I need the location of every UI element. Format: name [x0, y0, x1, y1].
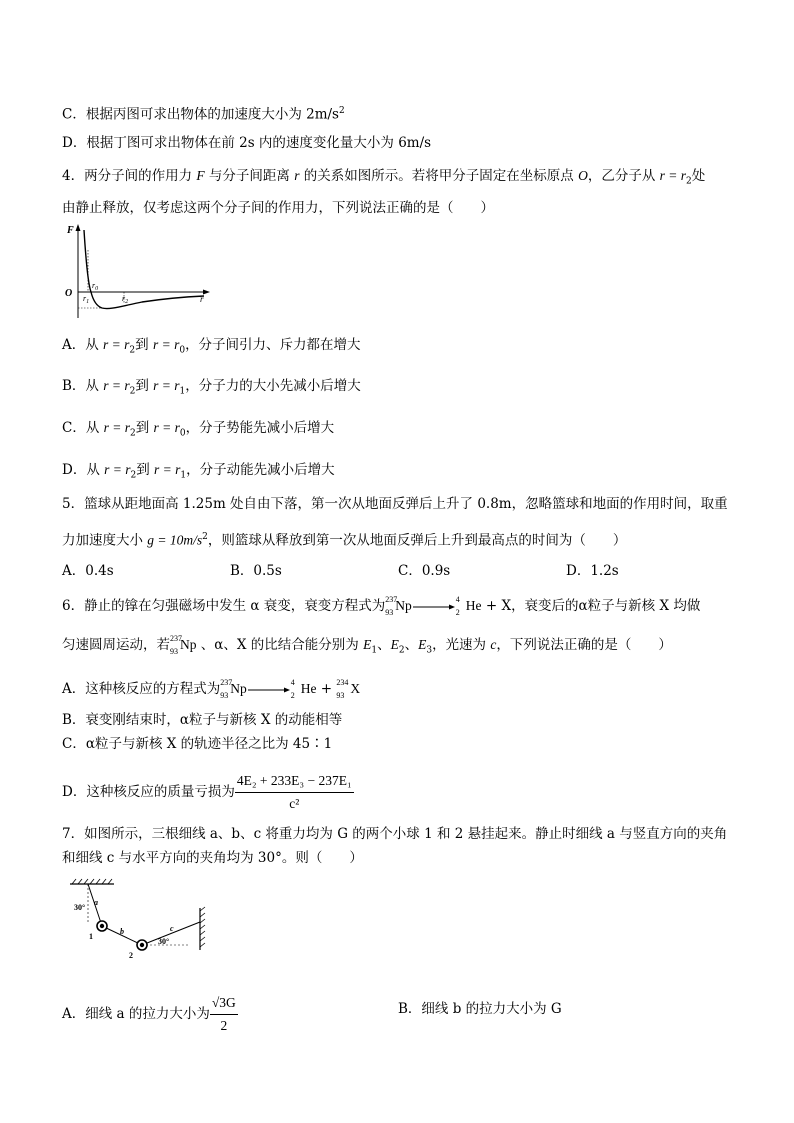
option-text: A．细线 a 的拉力大小为 [62, 1006, 210, 1022]
q6-stem-line1 [62, 597, 700, 615]
q6-option-c: C．α粒子与新核 X 的轨迹半径之比为 45∶1 [62, 736, 333, 752]
q6-stem-text: 、α、X 的比结合能分别为 [196, 637, 364, 653]
c-symbol: c [490, 637, 497, 652]
ceiling-hatch [72, 879, 112, 884]
q5-g-value: g = 10m/s [147, 532, 203, 548]
q4-stem-text: ，乙分子从 [587, 168, 660, 184]
q4-option-d [62, 461, 335, 485]
option-text: ，分子力的大小先减小后增大 [185, 378, 361, 394]
e2: E [390, 637, 399, 652]
q5-stem-text: ，则篮球从释放到第一次从地面反弹后上升到最高点的时间为（ ） [207, 532, 627, 549]
q6-stem-line2: 匀速圆周运动，若 237 93 Np 、α、X 的比结合能分别为 $E_1$、$E_2$、$E_3$，光速为 c，下列说法正确的是（ ） [62, 634, 672, 656]
fraction-denominator: c² [289, 796, 300, 811]
o-label: O [65, 288, 73, 299]
q6-stem-text: ，衰变后的α粒子与新核 X 均做 [511, 598, 701, 614]
ball-2-core [140, 943, 144, 947]
mass-defect-fraction [235, 770, 354, 815]
q4-option-c [62, 419, 334, 443]
option-text: D．从 [62, 462, 105, 478]
r-eq: r = r [103, 420, 130, 435]
r0-label: $r_0$ [92, 281, 99, 292]
r-eq: r = r [153, 420, 180, 435]
ball-1-label: 1 [89, 932, 93, 941]
q5-stem-line1: 5．篮球从距地面高 1.25m 处自由下落，第一次从地面反弹后上升了 0.8m，忽略篮球和地面的作用时间，取重 [62, 496, 728, 512]
ball-1-core [100, 924, 104, 928]
option-text: D．这种核反应的质量亏损为 [62, 784, 235, 800]
option-text: 到 [135, 337, 153, 353]
q6-option-d [62, 770, 354, 815]
sub: 3 [426, 645, 433, 656]
q3-option-c-text: C．根据丙图可求出物体的加速度大小为 2m/s [62, 106, 339, 123]
r-eq: r = r [152, 337, 180, 352]
q6-stem-text: ，下列说法正确的是（ ） [496, 637, 672, 653]
q3-option-c-sup: 2 [339, 106, 345, 116]
f-label: F [67, 225, 74, 236]
option-text: 到 [135, 420, 154, 436]
q6-option-b: B．衰变刚结束时，α粒子与新核 X 的动能相等 [62, 712, 343, 728]
angle-c-label: 30° [158, 937, 170, 946]
q7-option-a [62, 992, 238, 1037]
q7-option-b: B．细线 b 的拉力大小为 G [398, 1001, 562, 1017]
q5-g-sup: 2 [202, 532, 208, 542]
q4-stem-text: 与分子间距离 [204, 168, 295, 184]
q6-stem-text: ，光速为 [432, 637, 491, 653]
f-axis-arrow [76, 224, 81, 231]
force-curve [84, 230, 204, 309]
label-a: a [94, 898, 98, 907]
q4-r-eq: r = r [659, 168, 687, 183]
q4-option-b [62, 377, 361, 401]
sub: 0 [179, 428, 186, 439]
q7-diagram [66, 878, 211, 960]
r-eq: r = r [154, 462, 181, 477]
r-label: r [200, 294, 204, 304]
q4-stem-line1 [62, 167, 705, 191]
q4-stem-text: 4．两分子间的作用力 [62, 168, 197, 184]
ball-2-label: 2 [129, 951, 133, 960]
x-nuclide: 234 93 X [336, 678, 361, 700]
np-nuclide: 237 93 Np [170, 634, 197, 656]
sub: 1 [179, 386, 186, 397]
q4-o-symbol: O [578, 168, 588, 183]
q7-stem-line1: 7．如图所示，三根细线 a、b、c 将重力均为 G 的两个小球 1 和 2 悬挂起来。静止时细线 a 与竖直方向的夹角 [62, 826, 728, 842]
reaction-arrow [247, 685, 291, 695]
q4-stem-text: 处 [691, 168, 706, 184]
q3-option-d: D．根据丁图可求出物体在前 2s 内的速度变化量大小为 6m/s [62, 135, 432, 151]
sub: 2 [130, 470, 137, 481]
r-axis-arrow [203, 290, 210, 295]
r-eq: r = r [104, 462, 131, 477]
q6-stem-text: 匀速圆周运动，若 [62, 637, 170, 653]
fraction-numerator: 4E₂ + 233E₃ − 237E₁ [235, 770, 354, 793]
np-nuclide: 237 93 Np [385, 595, 412, 617]
he-nuclide: 4 2 He [455, 595, 482, 617]
q4-f-symbol: F [196, 168, 205, 183]
q5-stem-text: 力加速度大小 [62, 532, 148, 549]
q5-option-d: D．1.2s [566, 563, 619, 579]
wall-hatch [200, 907, 205, 947]
tension-fraction [210, 992, 238, 1037]
q5-option-b: B．0.5s [230, 563, 282, 579]
sub: 2 [398, 645, 405, 656]
q4-stem-line2: 由静止释放，仅考虑这两个分子间的作用力，下列说法正确的是（ ） [62, 200, 494, 216]
option-text: B．从 [62, 378, 104, 394]
option-text: A．从 [62, 337, 104, 353]
e3: E [418, 637, 427, 652]
sub: 1 [180, 470, 187, 481]
sub: 1 [371, 645, 378, 656]
option-text: A．这种核反应的方程式为 [62, 681, 221, 697]
q6-plus-x: + X [481, 598, 512, 614]
q4-force-graph [62, 222, 212, 322]
q4-r-sub: 2 [686, 176, 692, 187]
q7-stem-line2: 和细线 c 与水平方向的夹角均为 30°。则（ ） [62, 850, 363, 866]
sub: 2 [129, 386, 136, 397]
q6-stem-text: 6．静止的镎在匀强磁场中发生 α 衰变，衰变方程式为 [62, 598, 386, 614]
sub: 2 [130, 428, 136, 439]
angle-a-label: 30° [74, 903, 86, 912]
reaction-arrow [412, 602, 456, 612]
e1: E [363, 637, 372, 652]
np-nuclide: 237 93 Np [220, 678, 247, 700]
option-text: ，分子动能先减小后增大 [186, 462, 335, 478]
q4-stem-text: 的关系如图所示。若将甲分子固定在坐标原点 [299, 168, 579, 184]
option-text: 到 [136, 462, 155, 478]
q4-option-a [62, 336, 361, 360]
r-eq: r = r [103, 337, 130, 352]
fraction-denominator: 2 [220, 1018, 228, 1033]
option-text: 到 [135, 378, 154, 394]
r1-label: $r_1$ [83, 294, 90, 305]
option-text: ，分子间引力、斥力都在增大 [185, 337, 361, 353]
he-nuclide: 4 2 He [290, 678, 317, 700]
sub: 0 [179, 345, 186, 356]
label-b: b [120, 927, 124, 936]
sub: 2 [129, 345, 136, 356]
q4-r-symbol: r [294, 168, 300, 183]
q3-option-c [62, 102, 345, 124]
r-eq: r = r [153, 378, 180, 393]
option-text: ，分子势能先减小后增大 [185, 420, 335, 436]
q5-option-a: A．0.4s [62, 563, 114, 579]
r-eq: r = r [103, 378, 130, 393]
q6-option-a: A．这种核反应的方程式为 237 93 Np 4 2 He + 234 93 X [62, 678, 361, 700]
option-text: C．从 [62, 420, 104, 436]
r2-label: $r_2$ [122, 294, 129, 305]
q5-option-c: C．0.9s [398, 563, 451, 579]
label-c: c [170, 924, 174, 933]
q5-stem-line2 [62, 528, 626, 550]
fraction-numerator: √3G [210, 992, 238, 1015]
